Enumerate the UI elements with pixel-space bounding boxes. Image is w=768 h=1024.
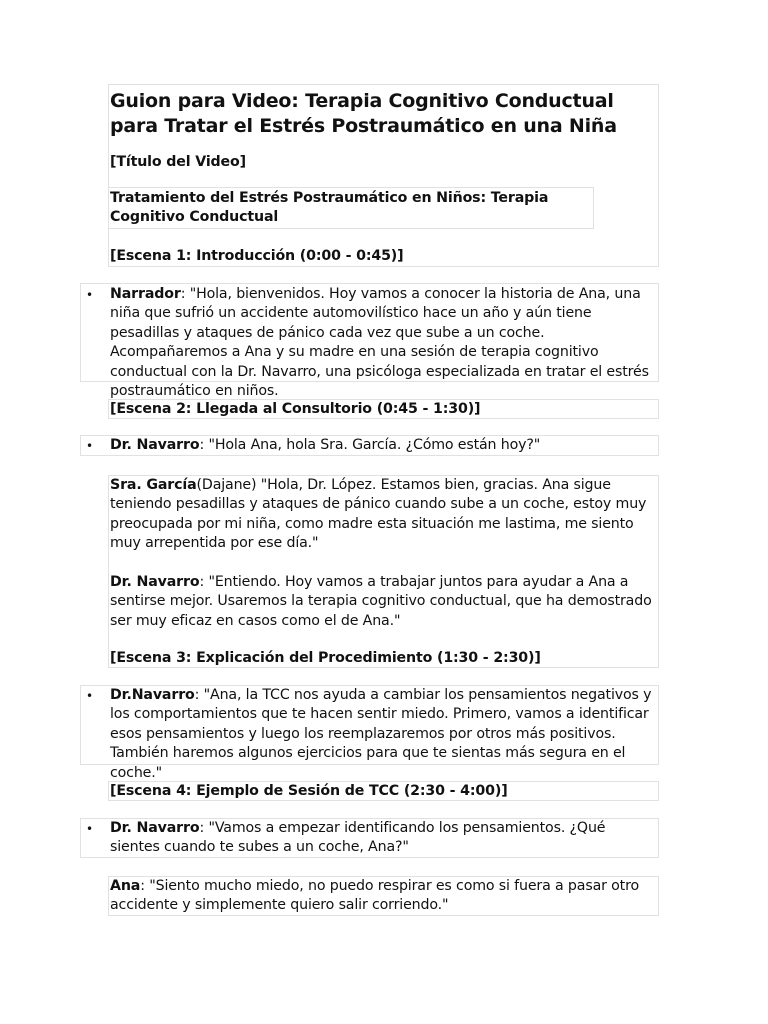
document-title: Guion para Video: Terapia Cognitivo Conductual para Tratar el Estrés Postraumático en una Niña xyxy=(110,90,617,137)
speaker-navarro: Dr. Navarro xyxy=(110,574,200,590)
navarro-1-paragraph xyxy=(110,436,657,455)
speaker-navarro: Dr.Navarro xyxy=(110,687,195,703)
speaker-narrador: Narrador xyxy=(110,286,181,302)
video-title: Tratamiento del Estrés Postraumático en Niños: Terapia Cognitivo Conductual xyxy=(110,190,549,226)
navarro-2-paragraph xyxy=(110,573,655,631)
scene-1-heading: [Escena 1: Introducción (0:00 - 0:45)] xyxy=(110,248,404,264)
navarro-3-paragraph xyxy=(110,686,657,783)
ana-paragraph xyxy=(110,877,655,916)
navarro-1-text: : "Hola Ana, hola Sra. García. ¿Cómo están hoy?" xyxy=(199,437,541,453)
bullet-icon: • xyxy=(86,689,94,703)
speaker-garcia: Sra. García xyxy=(110,477,197,493)
bullet-icon: • xyxy=(86,439,94,453)
scene-3-heading: [Escena 3: Explicación del Procedimiento (1:30 - 2:30)] xyxy=(110,650,541,666)
speaker-navarro: Dr. Navarro xyxy=(110,437,200,453)
bullet-icon: • xyxy=(86,288,94,302)
scene-2-heading: [Escena 2: Llegada al Consultorio (0:45 - 1:30)] xyxy=(110,401,481,417)
bullet-icon: • xyxy=(86,822,94,836)
speaker-navarro: Dr. Navarro xyxy=(110,820,200,836)
scene-4-heading: [Escena 4: Ejemplo de Sesión de TCC (2:30 - 4:00)] xyxy=(110,783,508,799)
garcia-paragraph xyxy=(110,476,655,554)
ana-text: : "Siento mucho miedo, no puedo respirar es como si fuera a pasar otro accidente y simplemente quiero salir corriendo." xyxy=(110,878,639,914)
navarro-4-paragraph xyxy=(110,819,657,858)
video-title-label: [Título del Video] xyxy=(110,154,246,170)
navarro-3-text: : "Ana, la TCC nos ayuda a cambiar los pensamientos negativos y los comportamientos que te hacen sentir miedo. Primero, vamos a identificar esos pensamientos y luego los reemplazaremos por otros más positivos. También haremos algunos ejercicios para que te sientas más segura en el coche." xyxy=(110,687,652,781)
narrador-paragraph xyxy=(110,285,657,401)
navarro-4-text: : "Vamos a empezar identificando los pensamientos. ¿Qué sientes cuando te subes a un coche, Ana?" xyxy=(110,820,606,856)
navarro-2-text: : "Entiendo. Hoy vamos a trabajar juntos para ayudar a Ana a sentirse mejor. Usaremos la terapia cognitivo conductual, que ha demostrado ser muy eficaz en casos como el de Ana." xyxy=(110,574,652,629)
speaker-ana: Ana xyxy=(110,878,141,894)
garcia-text: (Dajane) "Hola, Dr. López. Estamos bien, gracias. Ana sigue teniendo pesadillas y ataques de pánico cuando sube a un coche, estoy muy preocupada por mi niña, como madre esta situación me lastima, me siento muy arrepentida por ese día." xyxy=(110,477,647,552)
narrador-text: : "Hola, bienvenidos. Hoy vamos a conocer la historia de Ana, una niña que sufrió un accidente automovilístico hace un año y aún tiene pesadillas y ataques de pánico cada vez que sube a un coche. Acompañaremos a Ana y su madre en una sesión de terapia cognitivo conductual con la Dr. Navarro, una psicóloga especializada en tratar el estrés postraumático en niños. xyxy=(110,286,649,400)
